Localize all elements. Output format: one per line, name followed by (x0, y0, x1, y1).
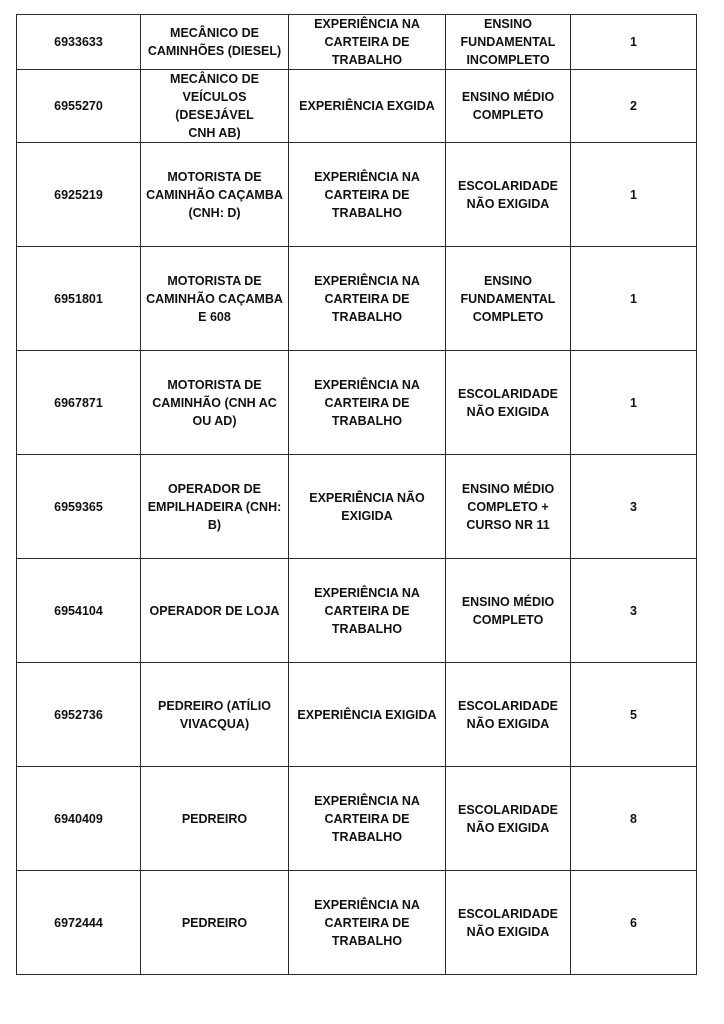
education-cell: ENSINO MÉDIO COMPLETO + CURSO NR 11 (446, 455, 571, 559)
job-role-cell: OPERADOR DE EMPILHADEIRA (CNH: B) (141, 455, 289, 559)
openings-cell: 1 (571, 15, 697, 70)
table-row (17, 247, 697, 351)
vacancy-code-cell: 6952736 (17, 663, 141, 767)
experience-cell: EXPERIÊNCIA NA CARTEIRA DE TRABALHO (289, 247, 446, 351)
table-row (17, 871, 697, 975)
table-row (17, 143, 697, 247)
job-role-cell: MOTORISTA DE CAMINHÃO (CNH AC OU AD) (141, 351, 289, 455)
experience-cell: EXPERIÊNCIA EXIGIDA (289, 663, 446, 767)
table-row (17, 455, 697, 559)
education-cell: ENSINO MÉDIO COMPLETO (446, 70, 571, 143)
table-row (17, 15, 697, 70)
job-vacancies-table (16, 14, 697, 975)
vacancy-code-cell: 6940409 (17, 767, 141, 871)
vacancy-code-cell: 6955270 (17, 70, 141, 143)
experience-cell: EXPERIÊNCIA NA CARTEIRA DE TRABALHO (289, 871, 446, 975)
table-row (17, 663, 697, 767)
job-role-cell: PEDREIRO (141, 767, 289, 871)
job-role-cell: PEDREIRO (ATÍLIO VIVACQUA) (141, 663, 289, 767)
experience-cell: EXPERIÊNCIA NA CARTEIRA DE TRABALHO (289, 767, 446, 871)
openings-cell: 8 (571, 767, 697, 871)
table-row (17, 351, 697, 455)
education-cell: ESCOLARIDADE NÃO EXIGIDA (446, 351, 571, 455)
openings-cell: 1 (571, 247, 697, 351)
education-cell: ENSINO MÉDIO COMPLETO (446, 559, 571, 663)
table-row (17, 767, 697, 871)
education-cell: ESCOLARIDADE NÃO EXIGIDA (446, 767, 571, 871)
table-row (17, 559, 697, 663)
education-cell: ESCOLARIDADE NÃO EXIGIDA (446, 663, 571, 767)
openings-cell: 1 (571, 351, 697, 455)
job-role-cell: MOTORISTA DE CAMINHÃO CAÇAMBA (CNH: D) (141, 143, 289, 247)
education-cell: ENSINO FUNDAMENTAL COMPLETO (446, 247, 571, 351)
experience-cell: EXPERIÊNCIA NA CARTEIRA DE TRABALHO (289, 351, 446, 455)
vacancy-code-cell: 6933633 (17, 15, 141, 70)
vacancy-code-cell: 6925219 (17, 143, 141, 247)
table-row (17, 70, 697, 143)
education-cell: ESCOLARIDADE NÃO EXIGIDA (446, 871, 571, 975)
experience-cell: EXPERIÊNCIA EXGIDA (289, 70, 446, 143)
experience-cell: EXPERIÊNCIA NA CARTEIRA DE TRABALHO (289, 143, 446, 247)
vacancy-code-cell: 6951801 (17, 247, 141, 351)
openings-cell: 5 (571, 663, 697, 767)
openings-cell: 3 (571, 559, 697, 663)
vacancy-code-cell: 6972444 (17, 871, 141, 975)
experience-cell: EXPERIÊNCIA NA CARTEIRA DE TRABALHO (289, 15, 446, 70)
job-role-cell: OPERADOR DE LOJA (141, 559, 289, 663)
openings-cell: 6 (571, 871, 697, 975)
job-role-cell: MOTORISTA DE CAMINHÃO CAÇAMBA E 608 (141, 247, 289, 351)
job-role-cell: MECÂNICO DE VEÍCULOS (DESEJÁVEL CNH AB) (141, 70, 289, 143)
education-cell: ENSINO FUNDAMENTAL INCOMPLETO (446, 15, 571, 70)
openings-cell: 1 (571, 143, 697, 247)
vacancy-code-cell: 6967871 (17, 351, 141, 455)
job-role-cell: PEDREIRO (141, 871, 289, 975)
education-cell: ESCOLARIDADE NÃO EXIGIDA (446, 143, 571, 247)
openings-cell: 3 (571, 455, 697, 559)
vacancy-code-cell: 6954104 (17, 559, 141, 663)
experience-cell: EXPERIÊNCIA NA CARTEIRA DE TRABALHO (289, 559, 446, 663)
vacancy-code-cell: 6959365 (17, 455, 141, 559)
job-role-cell: MECÂNICO DE CAMINHÕES (DIESEL) (141, 15, 289, 70)
experience-cell: EXPERIÊNCIA NÃO EXIGIDA (289, 455, 446, 559)
openings-cell: 2 (571, 70, 697, 143)
